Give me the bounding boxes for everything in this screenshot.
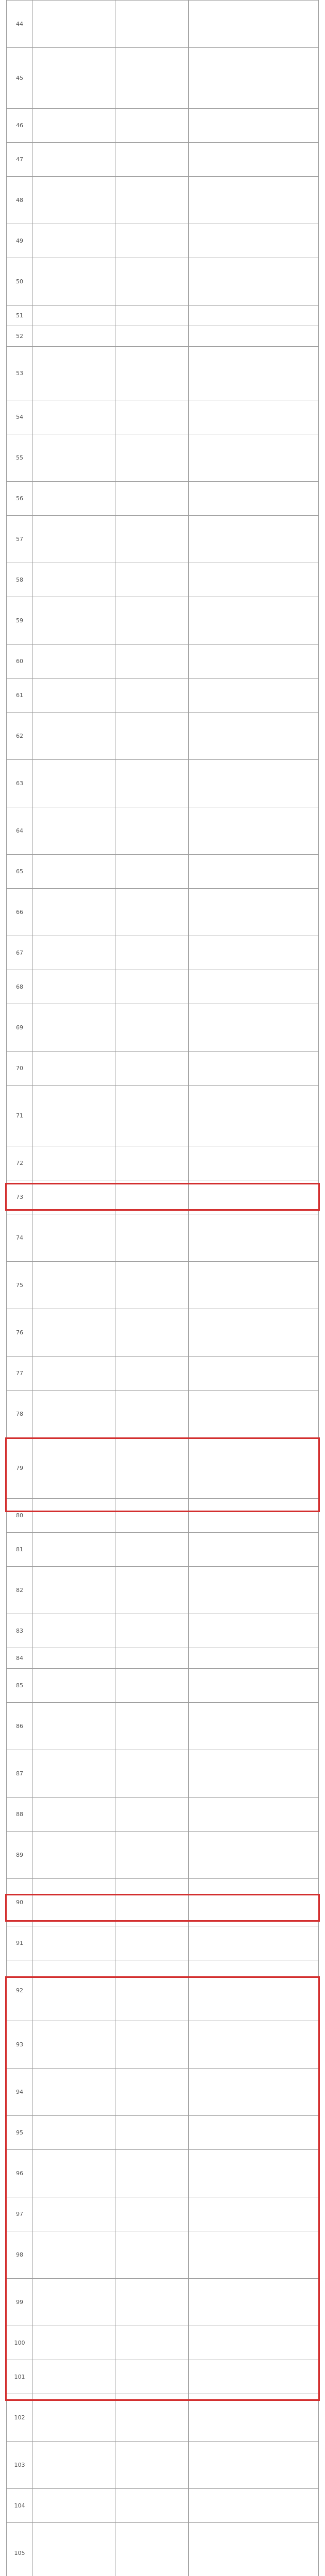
table-row [7, 855, 319, 889]
item-number: 54 [7, 400, 33, 434]
item-name [33, 1357, 116, 1391]
item-name [33, 1309, 116, 1357]
item-number: 81 [7, 1533, 33, 1567]
table-row [7, 1614, 319, 1648]
item-name [33, 347, 116, 400]
item-name [33, 760, 116, 807]
table-row [7, 2394, 319, 2442]
item-name [33, 434, 116, 482]
item-legal-basis [189, 713, 319, 760]
item-name [33, 1, 116, 48]
highlight-frame [5, 1183, 320, 1211]
item-number: 73 [7, 1180, 33, 1214]
table-row [7, 807, 319, 855]
item-department [116, 1648, 189, 1669]
table-row [7, 2523, 319, 2576]
table-row [7, 1052, 319, 1086]
item-name [33, 1262, 116, 1309]
table-row [7, 48, 319, 109]
item-number: 44 [7, 1, 33, 48]
item-department [116, 434, 189, 482]
item-legal-basis [189, 2394, 319, 2442]
table-row [7, 1214, 319, 1262]
item-number: 71 [7, 1086, 33, 1146]
item-number: 80 [7, 1499, 33, 1533]
item-legal-basis [189, 597, 319, 645]
item-department [116, 1086, 189, 1146]
item-department [116, 224, 189, 258]
table-row [7, 1703, 319, 1750]
item-name [33, 807, 116, 855]
table-row [7, 889, 319, 936]
item-number: 55 [7, 434, 33, 482]
item-number: 84 [7, 1648, 33, 1669]
item-name [33, 482, 116, 516]
item-legal-basis [189, 1391, 319, 1438]
item-legal-basis [189, 563, 319, 597]
item-number: 98 [7, 2231, 33, 2279]
item-legal-basis [189, 109, 319, 143]
item-legal-basis [189, 679, 319, 713]
item-number: 88 [7, 1798, 33, 1832]
item-name [33, 1926, 116, 1960]
item-legal-basis [189, 1262, 319, 1309]
table-row [7, 936, 319, 970]
item-legal-basis [189, 1703, 319, 1750]
item-name [33, 713, 116, 760]
item-name [33, 177, 116, 224]
table-row [7, 1926, 319, 1960]
item-number: 59 [7, 597, 33, 645]
item-department [116, 1567, 189, 1614]
item-name [33, 326, 116, 347]
item-legal-basis [189, 645, 319, 679]
table-row [7, 258, 319, 306]
item-number: 99 [7, 2279, 33, 2326]
item-number: 67 [7, 936, 33, 970]
item-department [116, 760, 189, 807]
table-row [7, 1004, 319, 1052]
item-department [116, 1533, 189, 1567]
item-department [116, 936, 189, 970]
item-department [116, 1926, 189, 1960]
item-number: 70 [7, 1052, 33, 1086]
table-row [7, 482, 319, 516]
item-department [116, 1004, 189, 1052]
item-department [116, 258, 189, 306]
table-row [7, 347, 319, 400]
item-department [116, 970, 189, 1004]
item-department [116, 855, 189, 889]
item-number: 87 [7, 1750, 33, 1798]
item-department [116, 1832, 189, 1879]
item-legal-basis [189, 1614, 319, 1648]
item-number: 58 [7, 563, 33, 597]
table-row [7, 2442, 319, 2489]
table-row [7, 1669, 319, 1703]
item-department [116, 2394, 189, 2442]
table-row [7, 713, 319, 760]
item-name [33, 1004, 116, 1052]
item-number: 89 [7, 1832, 33, 1879]
item-department [116, 563, 189, 597]
item-number: 51 [7, 306, 33, 326]
item-name [33, 563, 116, 597]
item-name [33, 109, 116, 143]
item-department [116, 2489, 189, 2523]
item-number: 79 [7, 1438, 33, 1499]
item-legal-basis [189, 224, 319, 258]
item-legal-basis [189, 2523, 319, 2576]
item-name [33, 143, 116, 177]
item-name [33, 1832, 116, 1879]
item-department [116, 1, 189, 48]
item-name [33, 224, 116, 258]
item-number: 74 [7, 1214, 33, 1262]
item-legal-basis [189, 1004, 319, 1052]
item-department [116, 807, 189, 855]
item-number: 72 [7, 1146, 33, 1180]
item-name [33, 855, 116, 889]
item-number: 91 [7, 1926, 33, 1960]
item-legal-basis [189, 347, 319, 400]
item-department [116, 1214, 189, 1262]
table-row [7, 1567, 319, 1614]
item-number: 102 [7, 2394, 33, 2442]
table-row [7, 1648, 319, 1669]
item-number: 63 [7, 760, 33, 807]
item-legal-basis [189, 48, 319, 109]
item-department [116, 713, 189, 760]
table-row [7, 1, 319, 48]
item-number: 78 [7, 1391, 33, 1438]
item-legal-basis [189, 1669, 319, 1703]
item-department [116, 1309, 189, 1357]
table-row [7, 1798, 319, 1832]
item-number: 100 [7, 2326, 33, 2360]
item-department [116, 177, 189, 224]
table-row [7, 1832, 319, 1879]
item-number: 50 [7, 258, 33, 306]
table-row [7, 563, 319, 597]
item-number: 64 [7, 807, 33, 855]
item-department [116, 1669, 189, 1703]
item-number: 76 [7, 1309, 33, 1357]
item-department [116, 516, 189, 563]
table-row [7, 143, 319, 177]
item-legal-basis [189, 2442, 319, 2489]
item-number: 104 [7, 2489, 33, 2523]
item-legal-basis [189, 807, 319, 855]
item-number: 56 [7, 482, 33, 516]
item-legal-basis [189, 1146, 319, 1180]
item-name [33, 1052, 116, 1086]
table-row [7, 400, 319, 434]
item-number: 96 [7, 2150, 33, 2197]
item-department [116, 2442, 189, 2489]
table-row [7, 679, 319, 713]
item-number: 68 [7, 970, 33, 1004]
item-legal-basis [189, 855, 319, 889]
item-legal-basis [189, 1832, 319, 1879]
item-number: 82 [7, 1567, 33, 1614]
item-number: 105 [7, 2523, 33, 2576]
item-legal-basis [189, 970, 319, 1004]
item-department [116, 889, 189, 936]
item-number: 94 [7, 2069, 33, 2116]
item-department [116, 48, 189, 109]
table-row [7, 516, 319, 563]
item-number: 90 [7, 1879, 33, 1926]
item-legal-basis [189, 1, 319, 48]
item-name [33, 645, 116, 679]
item-department [116, 400, 189, 434]
table-row [7, 2489, 319, 2523]
item-department [116, 1262, 189, 1309]
item-department [116, 326, 189, 347]
item-legal-basis [189, 177, 319, 224]
item-number: 45 [7, 48, 33, 109]
item-legal-basis [189, 326, 319, 347]
table-row [7, 970, 319, 1004]
item-number: 95 [7, 2116, 33, 2150]
table-row [7, 1391, 319, 1438]
item-number: 65 [7, 855, 33, 889]
item-number: 93 [7, 2021, 33, 2069]
highlight-frame [5, 1894, 320, 1922]
item-name [33, 306, 116, 326]
item-legal-basis [189, 1086, 319, 1146]
item-name [33, 1669, 116, 1703]
item-department [116, 109, 189, 143]
table-row [7, 760, 319, 807]
item-name [33, 258, 116, 306]
item-legal-basis [189, 1567, 319, 1614]
table-row [7, 1309, 319, 1357]
item-department [116, 482, 189, 516]
item-legal-basis [189, 1750, 319, 1798]
item-name [33, 936, 116, 970]
item-name [33, 400, 116, 434]
item-number: 83 [7, 1614, 33, 1648]
item-number: 86 [7, 1703, 33, 1750]
table-row [7, 1086, 319, 1146]
table-row [7, 109, 319, 143]
item-name [33, 2442, 116, 2489]
item-legal-basis [189, 258, 319, 306]
item-name [33, 48, 116, 109]
item-department [116, 679, 189, 713]
item-number: 47 [7, 143, 33, 177]
item-legal-basis [189, 2489, 319, 2523]
item-name [33, 1798, 116, 1832]
item-department [116, 347, 189, 400]
item-name [33, 1391, 116, 1438]
table-row [7, 645, 319, 679]
item-legal-basis [189, 889, 319, 936]
item-number: 61 [7, 679, 33, 713]
item-name [33, 2394, 116, 2442]
item-legal-basis [189, 482, 319, 516]
item-legal-basis [189, 936, 319, 970]
table-row [7, 597, 319, 645]
table-row [7, 224, 319, 258]
table-row [7, 1533, 319, 1567]
item-legal-basis [189, 760, 319, 807]
item-department [116, 2523, 189, 2576]
item-number: 103 [7, 2442, 33, 2489]
item-department [116, 597, 189, 645]
table-row [7, 177, 319, 224]
item-number: 52 [7, 326, 33, 347]
item-number: 48 [7, 177, 33, 224]
item-number: 97 [7, 2197, 33, 2231]
item-name [33, 1146, 116, 1180]
item-legal-basis [189, 1648, 319, 1669]
item-number: 101 [7, 2360, 33, 2394]
item-legal-basis [189, 143, 319, 177]
item-legal-basis [189, 1309, 319, 1357]
item-legal-basis [189, 1357, 319, 1391]
item-name [33, 970, 116, 1004]
table-row [7, 326, 319, 347]
item-department [116, 1052, 189, 1086]
item-legal-basis [189, 516, 319, 563]
item-department [116, 645, 189, 679]
item-legal-basis [189, 1926, 319, 1960]
highlight-frame [5, 1437, 320, 1512]
item-legal-basis [189, 1798, 319, 1832]
item-name [33, 1703, 116, 1750]
table-row [7, 1146, 319, 1180]
item-number: 53 [7, 347, 33, 400]
table-row [7, 306, 319, 326]
item-name [33, 1533, 116, 1567]
item-department [116, 1703, 189, 1750]
item-number: 66 [7, 889, 33, 936]
item-department [116, 1798, 189, 1832]
item-number: 85 [7, 1669, 33, 1703]
item-number: 75 [7, 1262, 33, 1309]
item-department [116, 1357, 189, 1391]
item-department [116, 1750, 189, 1798]
table-row [7, 1262, 319, 1309]
item-name [33, 1648, 116, 1669]
item-name [33, 2523, 116, 2576]
item-name [33, 516, 116, 563]
item-name [33, 1567, 116, 1614]
item-legal-basis [189, 434, 319, 482]
table-row [7, 434, 319, 482]
item-legal-basis [189, 1052, 319, 1086]
table-row [7, 1750, 319, 1798]
item-name [33, 1214, 116, 1262]
highlight-frame [5, 1976, 320, 2401]
item-legal-basis [189, 1533, 319, 1567]
item-department [116, 1614, 189, 1648]
item-number: 60 [7, 645, 33, 679]
item-department [116, 143, 189, 177]
item-name [33, 1750, 116, 1798]
item-name [33, 679, 116, 713]
item-number: 57 [7, 516, 33, 563]
item-legal-basis [189, 1214, 319, 1262]
item-name [33, 597, 116, 645]
item-legal-basis [189, 400, 319, 434]
table-row [7, 1357, 319, 1391]
item-name [33, 2489, 116, 2523]
item-number: 69 [7, 1004, 33, 1052]
item-name [33, 1086, 116, 1146]
item-name [33, 889, 116, 936]
item-number: 77 [7, 1357, 33, 1391]
item-number: 46 [7, 109, 33, 143]
item-department [116, 1391, 189, 1438]
item-department [116, 306, 189, 326]
item-number: 62 [7, 713, 33, 760]
item-department [116, 1146, 189, 1180]
item-number: 92 [7, 1960, 33, 2021]
item-legal-basis [189, 306, 319, 326]
item-number: 49 [7, 224, 33, 258]
item-name [33, 1614, 116, 1648]
